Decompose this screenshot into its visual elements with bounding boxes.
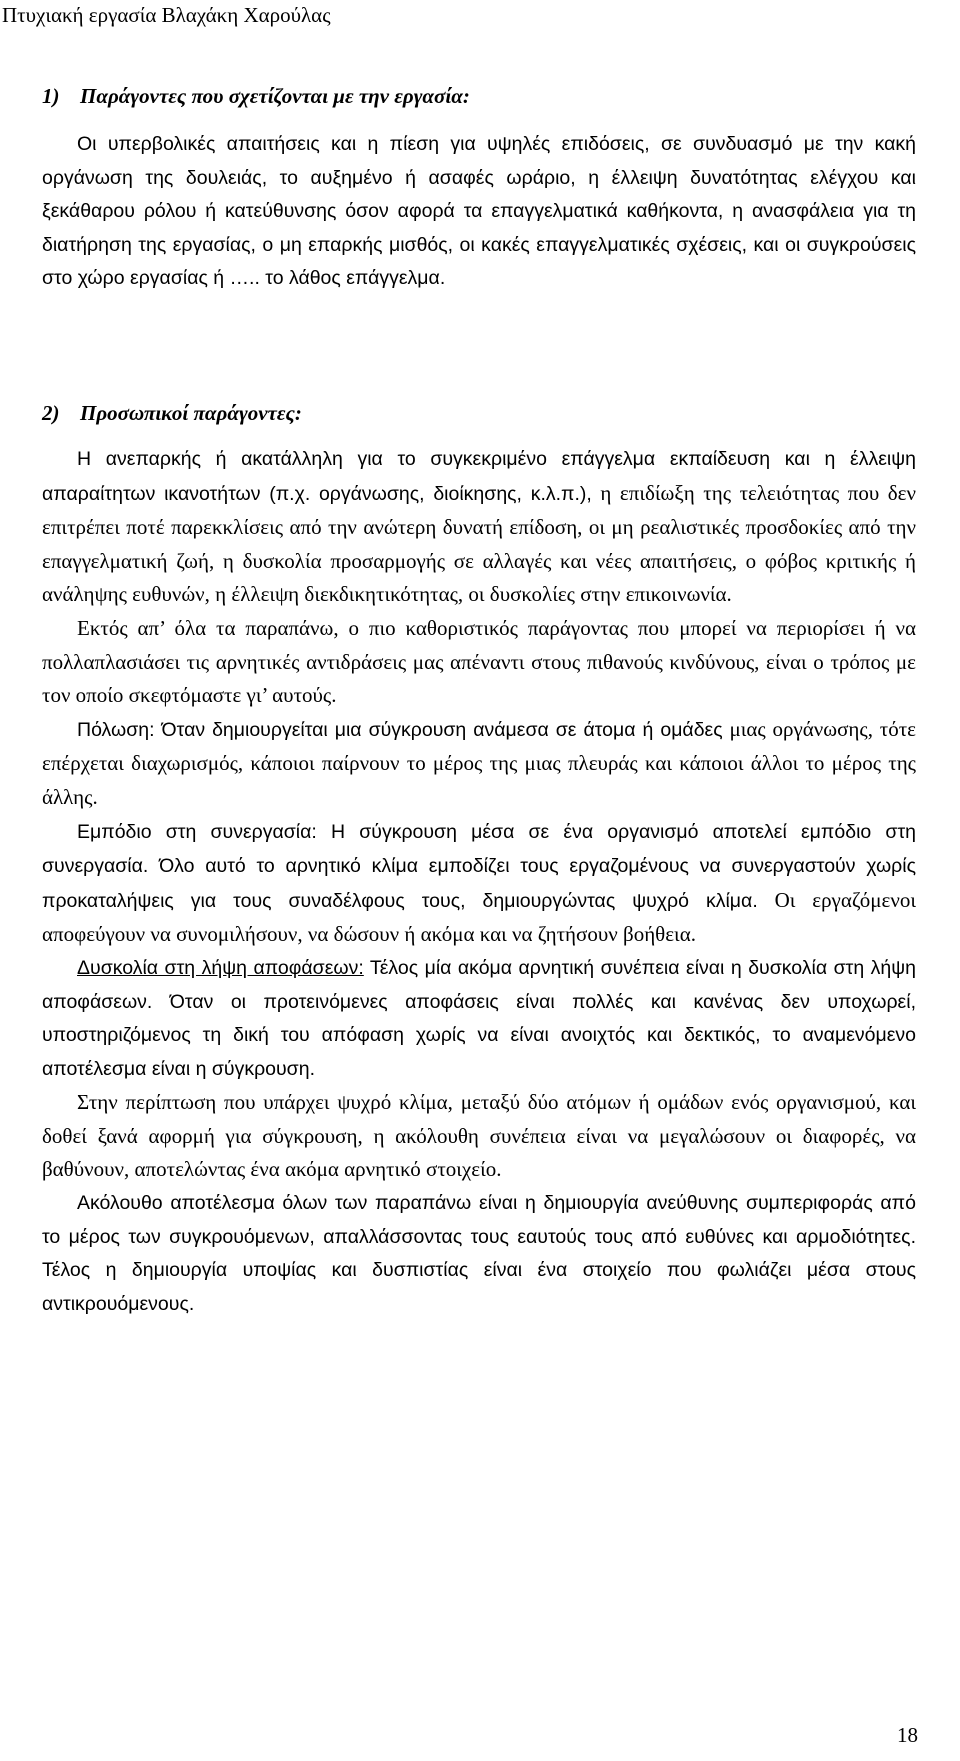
cooperation-obstacle-paragraph — [42, 815, 916, 952]
running-header: Πτυχιακή εργασία Βλαχάκη Χαρούλας — [2, 3, 331, 27]
section-title: Παράγοντες που σχετίζονται με την εργασία: — [80, 84, 470, 108]
polarization-paragraph — [42, 713, 916, 815]
paragraph-text: Η σύγκρουση μέσα σε ένα οργανισμό αποτελεί εμπόδιο στη συνεργασία. Όλο αυτό το αρνητικό κλίμα εμποδίζει τους εργαζομένους να συνεργαστούν χωρίς προκαταλήψεις για τους συναδέλφους τους, δημιουργώντας ψυχρό κλίμα. — [42, 820, 917, 912]
paragraph-text: Εκτός απ’ όλα τα παραπάνω, ο πιο καθοριστικός παράγοντας που μπορεί να περιορίσει ή να πολλαπλασιάσει τις αρνητικές αντιδράσεις μας απέναντι στους πιθανούς κινδύνους, είναι ο τρόπος με τον οποίο σκεφτόμαστε γι’ αυτούς. — [42, 615, 916, 708]
section-heading-1 — [42, 82, 470, 110]
paragraph-text: Στην περίπτωση που υπάρχει ψυχρό κλίμα, μεταξύ δύο ατόμων ή ομάδων ενός οργανισμού, και δοθεί ξανά αφορμή για σύγκρουση, η ακόλουθη συνέπεια είναι να μεγαλώσουν οι διαφορές, να βαθύνουν, αποτελώντας ένα ακόμα αρνητικό στοιχείο. — [42, 1090, 916, 1182]
paragraph-text: η επιδίωξη της τελειότητας που δεν επιτρέπει ποτέ παρεκκλίσεις από την ανώτερη δυνατή επίδοση, οι μη ρεαλιστικές προσδοκίες από την επαγγελματική ζωή, η δυσκολία προσαρμογής σε αλλαγές και νέες απαιτήσεις, ο φόβος κριτικής ή ανάληψης ευθυνών, η έλλειψη διεκδικητικότητας, οι δυσκολίες στην επικοινωνία. — [42, 480, 916, 607]
consequences-paragraph — [42, 1187, 916, 1321]
work-factors-paragraph — [42, 128, 916, 296]
personal-factors-body — [42, 442, 916, 1321]
decision-difficulty-paragraph — [42, 952, 916, 1086]
paragraph-text: Ακόλουθο αποτέλεσμα όλων των παραπάνω είναι η δημιουργία ανεύθυνης συμπεριφοράς από το μέρος των συγκρουόμενων, απαλλάσσοντας τους εαυτούς τους από ευθύνες και αρμοδιότητες. Τέλος η δημιουργία υποψίας και δυσπιστίας είναι ένα στοιχείο που φωλιάζει μέσα στους αντικρουόμενους. — [42, 1192, 916, 1315]
section-heading-2 — [42, 399, 302, 427]
paragraph-text: Οι εργαζόμενοι αποφεύγουν να συνομιλήσουν, να δώσουν ή ακόμα και να ζητήσουν βοήθεια. — [42, 887, 916, 947]
term-label: Δυσκολία στη λήψη αποφάσεων: — [77, 956, 364, 979]
term-label: Πόλωση: — [77, 718, 155, 741]
paragraph-text: Τέλος μία ακόμα αρνητική συνέπεια είναι η δυσκολία στη λήψη αποφάσεων. Όταν οι προτεινόμενες αποφάσεις είναι πολλές και κανένας δεν υποχωρεί, υποστηριζόμενος τη δική του απόφαση χωρίς να είναι ανοιχτός και δεκτικός, το αναμενόμενο αποτέλεσμα είναι η σύγκρουση. — [42, 956, 916, 1080]
cold-climate-paragraph — [42, 1086, 916, 1187]
paragraph-text: Όταν δημιουργείται μια σύγκρουση ανάμεσα σε άτομα ή ομάδες — [154, 718, 723, 741]
paragraph-text: Η ανεπαρκής ή ακατάλληλη για το συγκεκριμένο επάγγελμα εκπαίδευση και η έλλειψη απαραίτητων ικανοτήτων (π.χ. οργάνωσης, διοίκησης, κ.λ.π.), — [42, 448, 916, 505]
section-number: 2) — [42, 401, 60, 425]
personal-factors-paragraph — [42, 442, 916, 612]
paragraph-text: μιας οργάνωσης, τότε επέρχεται διαχωρισμός, κάποιοι παίρνουν το μέρος της μιας πλευράς και κάποιοι άλλοι το μέρος της άλλης. — [42, 716, 916, 809]
term-label: Εμπόδιο στη συνεργασία: — [77, 820, 317, 843]
section-number: 1) — [42, 84, 60, 108]
decisive-factor-paragraph — [42, 612, 916, 713]
paragraph-text: Οι υπερβολικές απαιτήσεις και η πίεση για υψηλές επιδόσεις, σε συνδυασμό με την κακή οργάνωση της δουλειάς, το αυξημένο ή ασαφές ωράριο, η έλλειψη δυνατότητας ελέγχου και ξεκάθαρου ρόλου ή κατεύθυνσης όσον αφορά τα επαγγελματικά καθήκοντα, η ανασφάλεια για τη διατήρηση της εργασίας, ο μη επαρκής μισθός, οι κακές επαγγελματικές σχέσεις, και οι συγκρούσεις στο χώρο εργασίας ή ….. το λάθος επάγγελμα. — [42, 133, 916, 290]
section-title: Προσωπικοί παράγοντες: — [80, 401, 302, 425]
page-number: 18 — [897, 1723, 918, 1747]
